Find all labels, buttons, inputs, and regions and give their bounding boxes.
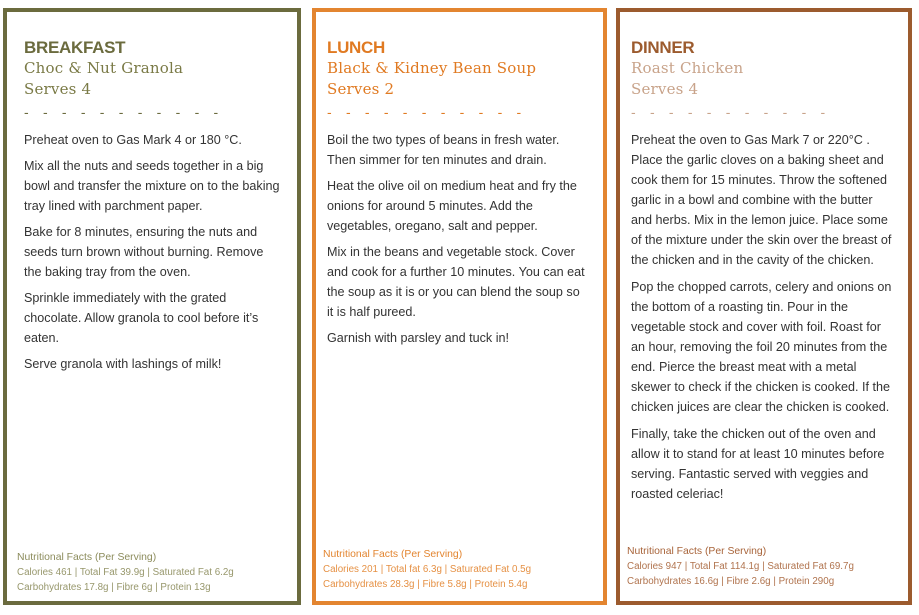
dinner-recipe-card [616,8,912,605]
serves-label: Serves 4 [24,80,92,98]
recipe-step: Preheat oven to Gas Mark 4 or 180 °C. [24,133,242,147]
nutrition-line: Carbohydrates 17.8g | Fibre 6g | Protein 13g [17,582,211,593]
nutrition-title: Nutritional Facts (Per Serving) [627,546,767,557]
recipe-step: Mix in the beans and vegetable stock. Cover and cook for a further 10 minutes. You can eat the soup as it is or you can blend the soup so it is half pureed. [327,245,585,319]
nutrition-facts [323,547,595,592]
nutrition-title: Nutritional Facts (Per Serving) [17,552,157,563]
nutrition-line: Carbohydrates 28.3g | Fibre 5.8g | Protein 5.4g [323,579,528,590]
dish-name: Black & Kidney Bean Soup [327,59,537,77]
recipe-step: Heat the olive oil on medium heat and fry the onions for around 5 minutes. Add the vegetables, oregano, salt and pepper. [327,179,577,233]
nutrition-facts [17,550,289,595]
recipe-step: Preheat the oven to Gas Mark 7 or 220°C . Place the garlic cloves on a baking sheet and cook them for 15 minutes. Throw the softened garlic in a bowl and combine with the butter and herbs. Mix in the lemon juice. Place some of the mixture under the skin over the breast of the chicken and in the cavity of the chicken. [631,133,892,267]
nutrition-line: Carbohydrates 16.6g | Fibre 2.6g | Protein 290g [627,576,835,587]
meal-title: LUNCH [327,38,385,57]
recipe-step: Garnish with parsley and tuck in! [327,331,509,345]
recipe-step: Pop the chopped carrots, celery and onions on the bottom of a roasting tin. Pour in the vegetable stock and cover with foil. Roast for an hour, removing the foil 20 minutes from the end. Pierce the breast meat with a metal skewer to check if the chicken is cooked. If the chicken juices are clear the chicken is cooked. [631,280,892,414]
dish-name: Roast Chicken [631,59,744,77]
recipe-steps [631,130,894,504]
nutrition-line: Calories 201 | Total fat 6.3g | Saturated Fat 0.5g [323,564,532,575]
breakfast-recipe-card [3,8,301,605]
dashed-divider: - - - - - - - - - - - [24,104,224,120]
nutrition-line: Calories 947 | Total Fat 114.1g | Saturated Fat 69.7g [627,561,854,572]
nutrition-line: Calories 461 | Total Fat 39.9g | Saturated Fat 6.2g [17,567,234,578]
recipe-step: Mix all the nuts and seeds together in a big bowl and transfer the mixture on to the baking tray lined with parchment paper. [24,159,280,213]
serves-label: Serves 4 [631,80,699,98]
nutrition-title: Nutritional Facts (Per Serving) [323,549,463,560]
lunch-recipe-card [312,8,607,605]
recipe-step: Sprinkle immediately with the grated chocolate. Allow granola to cool before it’s eaten. [24,291,259,345]
dashed-divider: - - - - - - - - - - - [327,104,527,120]
nutrition-facts [627,544,900,589]
recipe-steps [327,130,589,348]
recipe-step: Boil the two types of beans in fresh water. Then simmer for ten minutes and drain. [327,133,560,167]
dashed-divider: - - - - - - - - - - - [631,104,831,120]
recipe-steps [24,130,283,374]
recipe-step: Serve granola with lashings of milk! [24,357,222,371]
meal-title: BREAKFAST [24,38,126,57]
serves-label: Serves 2 [327,80,395,98]
dish-name: Choc & Nut Granola [24,59,184,77]
meal-title: DINNER [631,38,695,57]
recipe-step: Bake for 8 minutes, ensuring the nuts and seeds turn brown without burning. Remove the baking tray from the oven. [24,225,264,279]
recipe-step: Finally, take the chicken out of the oven and allow it to stand for at least 10 minutes before serving. Fantastic served with veggies and roasted celeriac! [631,427,885,501]
